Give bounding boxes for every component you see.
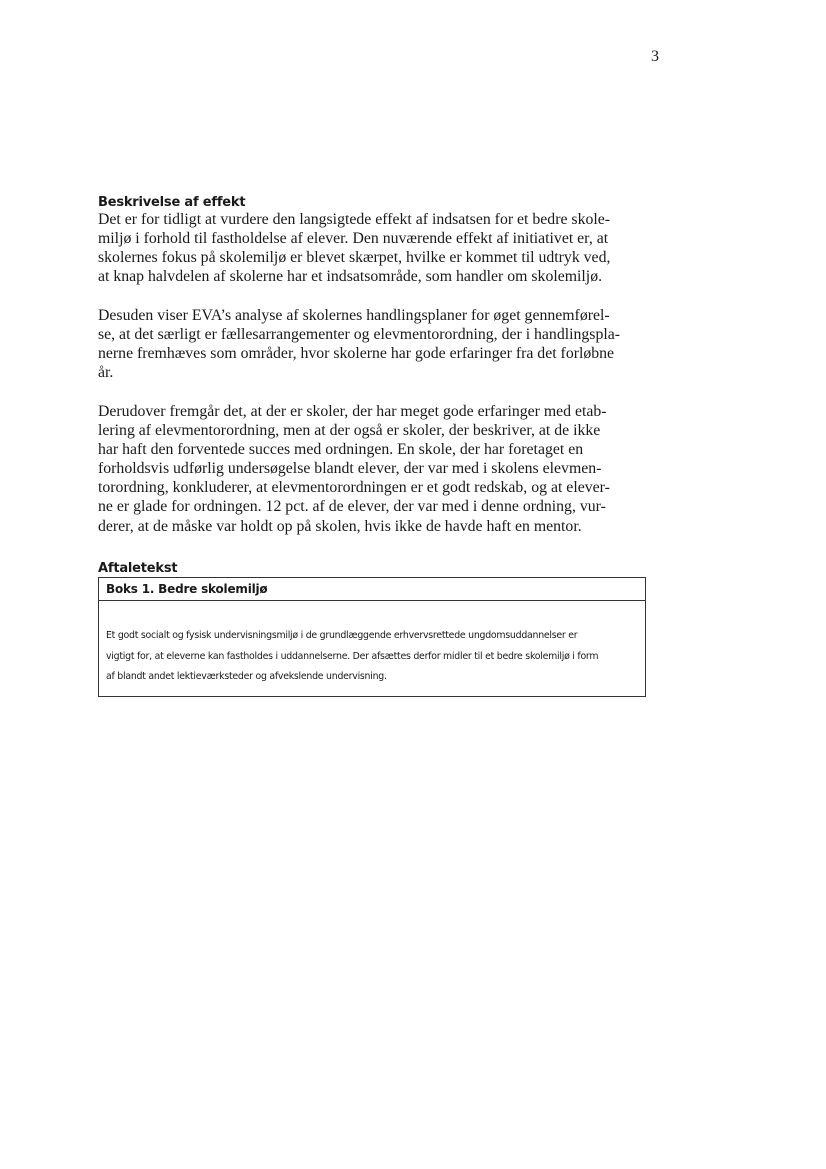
- paragraph-line: nerne fremhæves som områder, hvor skolerne har gode erfaringer fra det forløbne: [98, 345, 615, 363]
- page-number: 3: [651, 48, 659, 65]
- info-box-line: vigtigt for, at eleverne kan fastholdes i uddannelserne. Der afsættes derfor midler til et bedre skolemiljø i form: [106, 650, 599, 662]
- paragraph-line: skolernes fokus på skolemiljø er blevet skærpet, hvilke er kommet til udtryk ved,: [98, 249, 611, 267]
- info-box-title: Boks 1. Bedre skolemiljø: [99, 578, 645, 601]
- paragraph-line: forholdsvis udførlig undersøgelse blandt elever, der var med i skolens elevmen-: [98, 460, 602, 478]
- paragraph-line: at knap halvdelen af skolerne har et indsatsområde, som handler om skolemiljø.: [98, 268, 603, 286]
- paragraph-line: har haft den forventede succes med ordningen. En skole, der har foretaget en: [98, 441, 584, 459]
- paragraph-1: [98, 210, 610, 286]
- paragraph-line: lering af elevmentorordning, men at der også er skoler, der beskriver, at de ikke: [98, 422, 601, 440]
- info-box-text: [99, 601, 645, 688]
- info-box-line: af blandt andet lektieværksteder og afvekslende undervisning.: [106, 671, 387, 682]
- heading-agreement-text: Aftaletekst: [98, 561, 178, 576]
- paragraph-line: se, at det særligt er fællesarrangementer og elevmentorordning, der i handlingspla-: [98, 326, 621, 344]
- paragraph-3: [98, 402, 610, 536]
- paragraph-line: år.: [98, 364, 114, 382]
- paragraph-line: derer, at de måske var holdt op på skolen, hvis ikke de havde haft en mentor.: [98, 517, 582, 535]
- paragraph-line: ne er glade for ordningen. 12 pct. af de elever, der var med i denne ordning, vur-: [98, 498, 606, 516]
- heading-effect-description: Beskrivelse af effekt: [98, 195, 246, 210]
- paragraph-line: torordning, konkluderer, at elevmentorordningen er et godt redskab, og at elever-: [98, 479, 610, 497]
- paragraph-line: Derudover fremgår det, at der er skoler, der har meget gode erfaringer med etab-: [98, 403, 607, 420]
- paragraph-line: Det er for tidligt at vurdere den langsigtede effekt af indsatsen for et bedre skole-: [98, 211, 611, 228]
- paragraph-line: Desuden viser EVA’s analyse af skolernes handlingsplaner for øget gennemførel-: [98, 307, 610, 324]
- paragraph-line: miljø i forhold til fastholdelse af elever. Den nuværende effekt af initiativet er, at: [98, 230, 609, 248]
- info-box-line: Et godt socialt og fysisk undervisningsmiljø i de grundlæggende erhvervsrettede ungdomsuddannelser er: [106, 630, 578, 641]
- paragraph-2: [98, 306, 620, 382]
- info-box: [98, 577, 646, 697]
